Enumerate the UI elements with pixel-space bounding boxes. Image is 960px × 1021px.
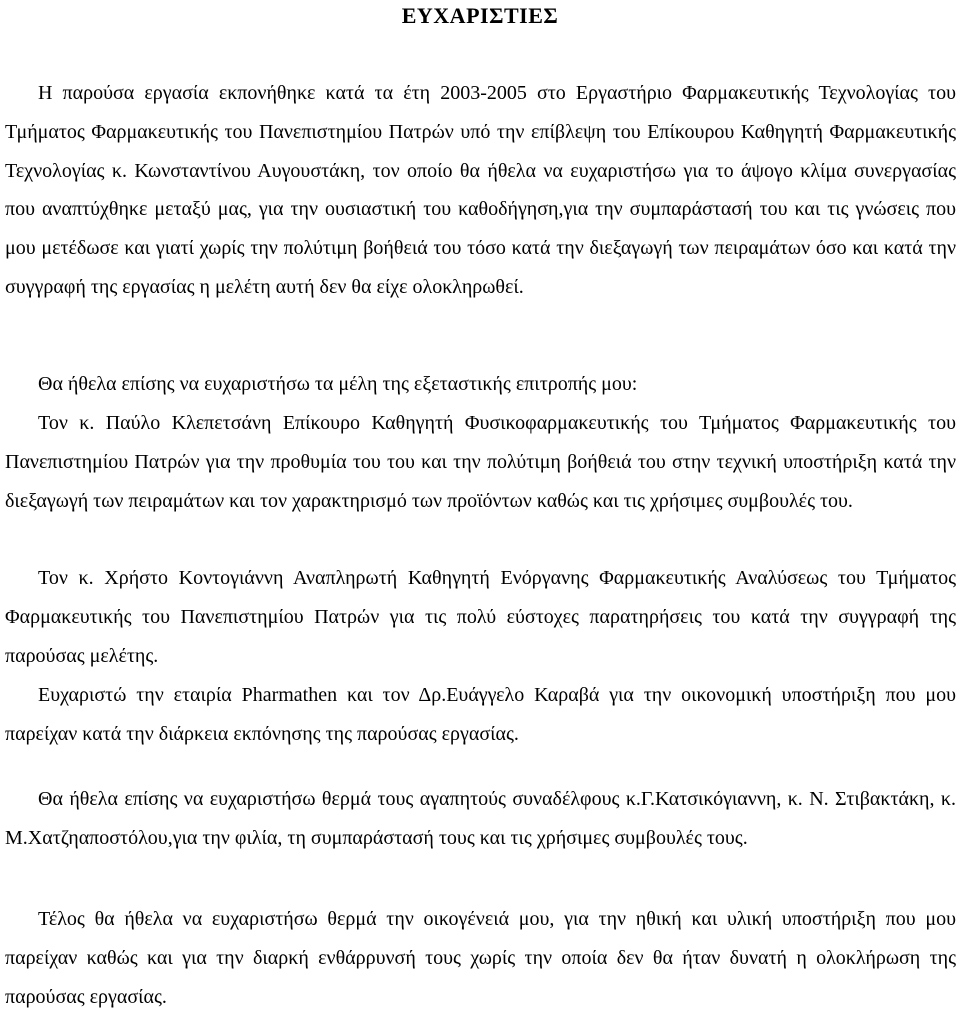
paragraph-committee-member-2: Τον κ. Χρήστο Κοντογιάννη Αναπληρωτή Καθηγητή Ενόργανης Φαρμακευτικής Αναλύσεως του Τμήματος Φαρμακευτικής του Πανεπιστημίου Πατρών για τις πολύ εύστοχες παρατηρήσεις του κατά την συγγραφή της παρούσας μελέτης. (5, 567, 956, 667)
page-title: ΕΥΧΑΡΙΣΤΙΕΣ (401, 3, 559, 28)
paragraph-family-thanks: Τέλος θα ήθελα να ευχαριστήσω θερμά την οικογένειά μου, για την ηθική και υλική υποστήριξη που μου παρείχαν καθώς και για την διαρκή ενθάρρυνσή τους χωρίς την οποία δεν θα ήταν δυνατή η ολοκλήρωση της παρούσας εργασίας. (5, 908, 956, 1008)
paragraph-committee-intro: Θα ήθελα επίσης να ευχαριστήσω τα μέλη της εξεταστικής επιτροπής μου: (38, 373, 638, 395)
paragraph-supervisor: Η παρούσα εργασία εκπονήθηκε κατά τα έτη 2003-2005 στο Εργαστήριο Φαρμακευτικής Τεχνολογίας του Τμήματος Φαρμακευτικής του Πανεπιστημίου Πατρών υπό την επίβλεψη του Επίκουρου Καθηγητή Φαρμακευτικής Τεχνολογίας κ. Κωνσταντίνου Αυγουστάκη, τον οποίο θα ήθελα να ευχαριστήσω για το άψογο κλίμα συνεργασίας που αναπτύχθηκε μεταξύ μας, για την ουσιαστική του καθοδήγηση,για την συμπαράστασή του και τις γνώσεις που μου μετέδωσε και γιατί χωρίς την πολύτιμη βοήθειά του τόσο κατά την διεξαγωγή των πειραμάτων όσο και κατά την συγγραφή της εργασίας η μελέτη αυτή δεν θα είχε ολοκληρωθεί. (5, 82, 956, 298)
paragraph-colleagues-thanks: Θα ήθελα επίσης να ευχαριστήσω θερμά τους αγαπητούς συναδέλφους κ.Γ.Κατσικόγιαννη, κ. Ν. Στιβακτάκη, κ. Μ.Χατζηαποστόλου,για την φιλία, τη συμπαράστασή τους και τις χρήσιμες συμβουλές τους. (5, 788, 956, 849)
paragraph-company-thanks: Ευχαριστώ την εταιρία Pharmathen και τον Δρ.Ευάγγελο Καραβά για την οικονομική υποστήριξη που μου παρείχαν κατά την διάρκεια εκπόνησης της παρούσας εργασίας. (5, 684, 956, 745)
paragraph-committee-member-1: Τον κ. Παύλο Κλεπετσάνη Επίκουρο Καθηγητή Φυσικοφαρμακευτικής του Τμήματος Φαρμακευτικής του Πανεπιστημίου Πατρών για την προθυμία του του και την πολύτιμη βοήθειά του στην τεχνική υποστήριξη κατά την διεξαγωγή των πειραμάτων και τον χαρακτηρισμό των προϊόντων καθώς και τις χρήσιμες συμβουλές του. (5, 412, 956, 512)
